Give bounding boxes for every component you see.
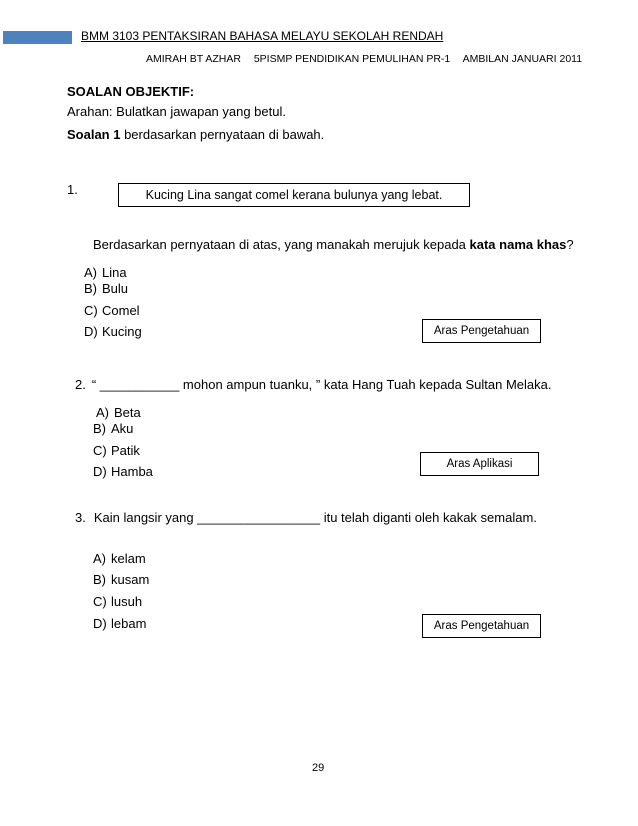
question-2-option-c[interactable] — [93, 443, 140, 458]
option-letter: B) — [84, 281, 97, 296]
question-3 — [75, 510, 537, 525]
question-1-option-c[interactable] — [84, 303, 140, 318]
question-2-text: “ ___________ mohon ampun tuanku, ” kata Hang Tuah kepada Sultan Melaka. — [91, 377, 552, 392]
question-1-text-bold: kata nama khas — [469, 237, 567, 252]
option-text: Beta — [114, 405, 141, 420]
question-2-option-d[interactable] — [93, 464, 153, 479]
question-2 — [75, 377, 552, 392]
question-2-level-box: Aras Aplikasi — [420, 452, 539, 476]
header-accent-bar — [3, 31, 72, 44]
question-1-number: 1. — [67, 182, 78, 197]
option-text: Hamba — [111, 464, 153, 479]
option-text: Lina — [102, 265, 127, 280]
question-1-level-box: Aras Pengetahuan — [422, 319, 541, 343]
question-1-text — [93, 237, 574, 252]
option-text: Patik — [111, 443, 140, 458]
question-3-option-a[interactable] — [93, 551, 146, 566]
instruction-text: Arahan: Bulatkan jawapan yang betul. — [67, 104, 286, 119]
question-3-option-d[interactable] — [93, 616, 146, 631]
option-letter: C) — [93, 594, 107, 609]
question-2-option-a[interactable] — [96, 405, 141, 420]
intake-label: AMBILAN JANUARI 2011 — [462, 53, 583, 65]
program-name: 5PISMP PENDIDIKAN PEMULIHAN PR-1 — [253, 53, 451, 65]
question-1-option-d[interactable] — [84, 324, 142, 339]
header-subtitle — [146, 53, 592, 65]
option-letter: B) — [93, 421, 106, 436]
question-1-option-b[interactable] — [84, 281, 128, 296]
question-3-number: 3. — [75, 510, 86, 525]
option-letter: C) — [93, 443, 107, 458]
option-letter: C) — [84, 303, 98, 318]
question-3-text: Kain langsir yang _________________ itu telah diganti oleh kakak semalam. — [93, 510, 537, 525]
page-number: 29 — [312, 762, 325, 774]
option-letter: D) — [93, 616, 107, 631]
question-2-option-b[interactable] — [93, 421, 133, 436]
question-1-text-pre: Berdasarkan pernyataan di atas, yang manakah merujuk kepada — [93, 237, 470, 252]
option-letter: D) — [93, 464, 107, 479]
option-text: Comel — [102, 303, 140, 318]
question-3-option-c[interactable] — [93, 594, 142, 609]
option-text: Kucing — [102, 324, 142, 339]
question-reference-rest: berdasarkan pernyataan di bawah. — [120, 127, 325, 142]
header-title: BMM 3103 PENTAKSIRAN BAHASA MELAYU SEKOLAH RENDAH — [81, 29, 444, 43]
option-letter: A) — [96, 405, 109, 420]
option-text: lusuh — [111, 594, 143, 609]
option-text: kusam — [111, 572, 150, 587]
option-text: Aku — [111, 421, 134, 436]
option-letter: A) — [93, 551, 106, 566]
option-letter: D) — [84, 324, 98, 339]
author-name: AMIRAH BT AZHAR — [146, 53, 241, 65]
question-1-statement-box: Kucing Lina sangat comel kerana bulunya yang lebat. — [118, 183, 470, 207]
question-3-option-b[interactable] — [93, 572, 149, 587]
question-reference-bold: Soalan 1 — [67, 127, 121, 142]
section-title: SOALAN OBJEKTIF: — [67, 84, 195, 99]
option-text: Bulu — [102, 281, 129, 296]
option-text: kelam — [111, 551, 146, 566]
question-2-number: 2. — [75, 377, 86, 392]
question-reference — [67, 127, 324, 142]
option-letter: A) — [84, 265, 97, 280]
question-1-text-post: ? — [566, 237, 574, 252]
option-text: lebam — [111, 616, 147, 631]
option-letter: B) — [93, 572, 106, 587]
question-1-option-a[interactable] — [84, 265, 127, 280]
question-3-level-box: Aras Pengetahuan — [422, 614, 541, 638]
